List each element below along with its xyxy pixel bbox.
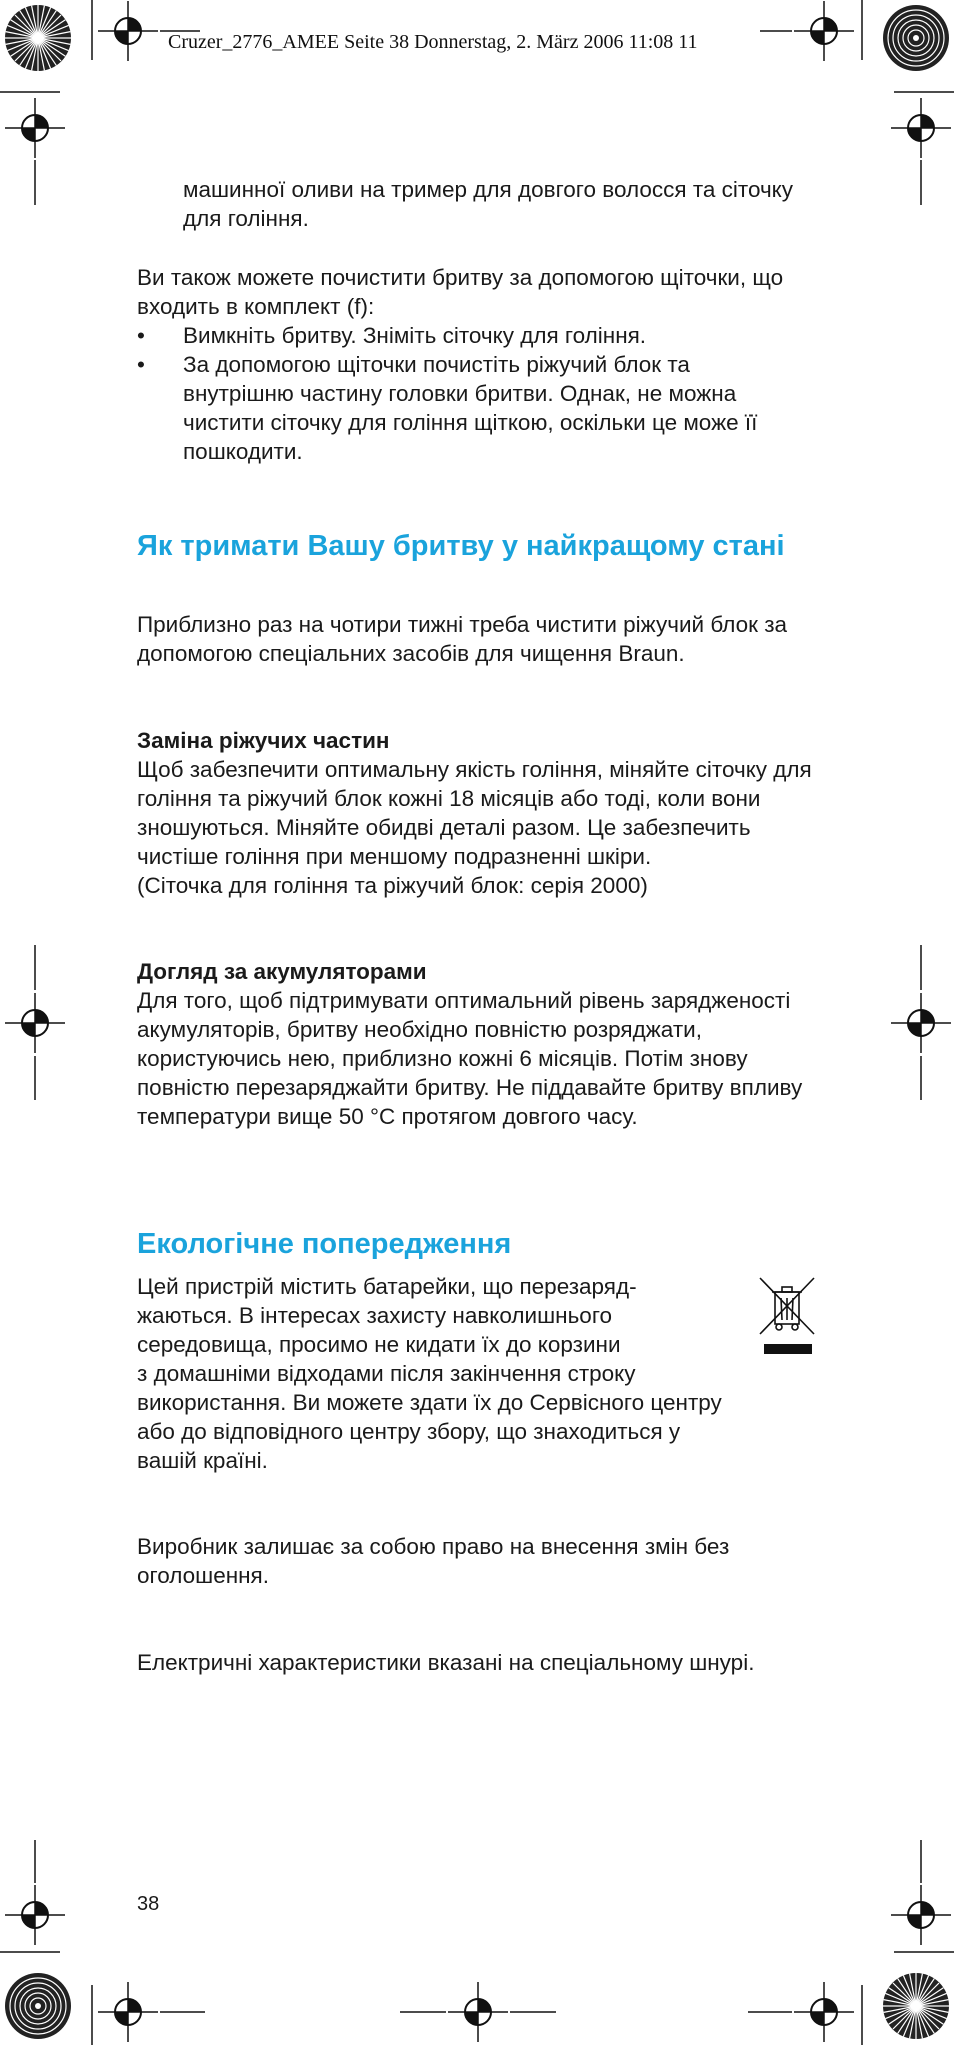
section-care-title: Як тримати Вашу бритву у найкращому стані [137, 530, 785, 562]
print-slug: Cruzer_2776_AMEE Seite 38 Donnerstag, 2. März 2006 11:08 11 [168, 31, 698, 53]
care-body-text: Приблизно раз на чотири тижні треба чистити ріжучий блок за допомогою спеціальних засобів для чищення Braun. [137, 612, 788, 666]
eco-line: жаються. В інтересах захисту навколишнього [137, 1303, 613, 1328]
replace-parts-body: Щоб забезпечити оптимальну якість гоління, міняйте сіточку для гоління та ріжучий блок кожні 18 місяців або тоді, коли вони зношуються. Міняйте обидві деталі разом. Це забезпечить чистіше гоління при меншому подразненні шкіри. [137, 757, 812, 869]
replace-parts-note: (Сіточка для гоління та ріжучий блок: серія 2000) [137, 873, 648, 898]
eco-line: середовища, просимо не кидати їх до корзини [137, 1332, 621, 1357]
bullet-symbol: • [137, 323, 145, 348]
battery-care [137, 957, 837, 1131]
brush-intro [137, 263, 817, 321]
replace-parts [137, 726, 837, 900]
changes-note-text: Виробник залишає за собою право на внесення змін без оголошення. [137, 1534, 730, 1588]
page-number: 38 [137, 1893, 160, 1915]
replace-parts-title: Заміна ріжучих частин [137, 728, 390, 753]
changes-note [137, 1532, 827, 1590]
section-eco [137, 1228, 817, 1260]
bullet-text: За допомогою щіточки почистіть ріжучий блок та внутрішню частину головки бритви. Однак, не можна чистити сіточку для гоління щіткою, оскільки це може її пошкодити. [183, 352, 758, 464]
electrical-note [137, 1648, 827, 1677]
eco-line: або до відповідного центру збору, що знаходиться у [137, 1419, 681, 1444]
bullet-item [137, 321, 827, 350]
brush-intro-text: Ви також можете почистити бритву за допомогою щіточки, що входить в комплект (f): [137, 265, 784, 319]
eco-body [137, 1272, 837, 1475]
eco-line: використання. Ви можете здати їх до Сервісного центру [137, 1390, 722, 1415]
battery-care-title: Догляд за акумуляторами [137, 959, 427, 984]
care-body [137, 610, 827, 668]
section-care [137, 530, 837, 562]
crossed-out-wheelie-bin-icon [758, 1276, 818, 1360]
eco-line: Цей пристрій містить батарейки, що перезаряд- [137, 1274, 637, 1299]
bullet-symbol: • [137, 352, 145, 377]
continued-paragraph: машинної оливи на тример для довгого волосся та сіточку для гоління. [183, 177, 794, 231]
bullet-item [137, 350, 827, 466]
section-eco-title: Екологічне попередження [137, 1228, 512, 1260]
bullet-text: Вимкніть бритву. Зніміть сіточку для гоління. [183, 323, 647, 348]
battery-care-body: Для того, щоб підтримувати оптимальний рівень зарядженості акумуляторів, бритву необхідно повністю розряджати, користуючись нею, приблизно кожні 6 місяців. Потім знову повністю перезаряджайти бритву. Не піддавайте бритву впливу температури вище 50 °C протягом довгого часу. [137, 988, 803, 1129]
eco-line: вашій країні. [137, 1448, 268, 1473]
electrical-note-text: Електричні характеристики вказані на спеціальному шнурі. [137, 1650, 755, 1675]
eco-line: з домашніми відходами після закінчення строку [137, 1361, 636, 1386]
